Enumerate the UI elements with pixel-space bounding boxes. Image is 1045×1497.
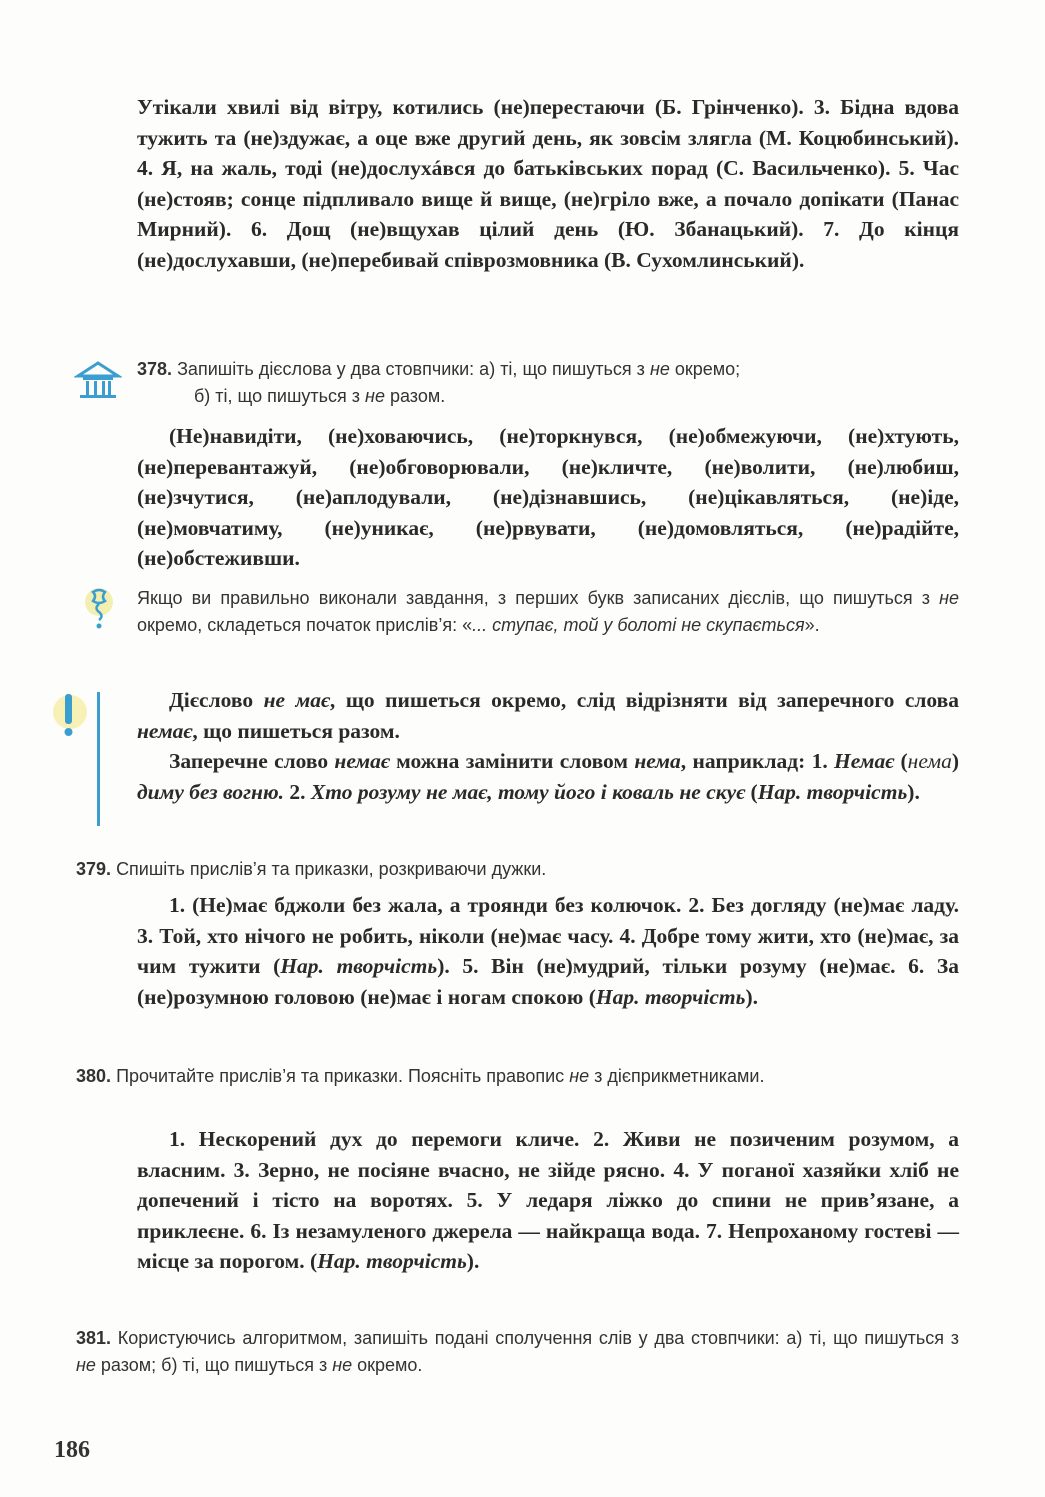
home-task-icon [74, 360, 122, 400]
hint-paragraph: Якщо ви правильно виконали завдання, з перших букв записаних дієслів, що пишуться з не окремо, складеться початок прислів’я: «... ступає, той у болоті не скупається». [137, 588, 959, 635]
exercise-number: 379. [76, 859, 112, 879]
page-number: 186 [54, 1437, 90, 1463]
exercise-380-text: 1. Нескорений дух до перемоги кличе. 2. Живи не позиченим розумом, а власним. 3. Зерно, не посіяне вчасно, не зійде рясно. 4. У поганої хазяйки хліб не допечений і тісто на воротях. 5. У ледаря ліжко до спини не прив’язане, а приклеєне. 6. Із незамуленого джерела — найкраща вода. 7. Непроханому гостеві — місце за порогом. (Нар. творчість). [137, 1127, 959, 1274]
exercise-379-task: 379. Спишіть прислів’я та приказки, розкриваючи дужки. [76, 859, 547, 879]
puzzle-hint-icon [82, 584, 116, 632]
exercise-378-task: 378. Запишіть дієслова у два стовпчики: а) ті, що пишуться з не окремо; б) ті, що пишуться з не разом. [137, 359, 741, 406]
exercise-number: 381. [76, 1328, 112, 1348]
exercise-number: 380. [76, 1066, 112, 1086]
exercise-381-task: 381. Користуючись алгоритмом, запишіть подані сполучення слів у два стовпчики: а) ті, що пишуться з не разом; б) ті, що пишуться з не окремо. [76, 1328, 959, 1375]
exercise-378-words [137, 421, 959, 574]
exercise-379-text: 1. (Не)має бджоли без жала, а троянди без колючок. 2. Без догляду (не)має ладу. 3. Той, хто нічого не робить, ніколи (не)має часу. 4. Добре тому жити, хто (не)має, за чим тужити (Нар. творчість). 5. Він (не)мудрий, тільки розуму (не)має. 6. За (не)розумною головою (не)має і ногам спокою (Нар. творчість). [137, 893, 959, 1009]
verbs-list: (Не)навидіти, (не)ховаючись, (не)торкнувся, (не)обмежуючи, (не)хтують, (не)перевантажуй, (не)обговорювали, (не)кличте, (не)волити, (не)любиш, (не)зчутися, (не)аплодували, (не)дізнавшись, (не)цікавляться, (не)іде, (не)мовчатиму, (не)уникає, (не)рвувати, (не)домовляться, (не)радійте, (не)обстеживши. [137, 424, 959, 571]
exercise-number: 378. [137, 359, 173, 379]
rule-block [137, 685, 959, 807]
exclamation-icon [50, 690, 90, 740]
intro-paragraph [137, 92, 959, 276]
rule-paragraph-2: Заперечне слово немає можна замінити словом нема, наприклад: 1. Немає (нема) диму без вогню. 2. Хто розуму не має, тому його і коваль не скує (Нар. творчість). [137, 749, 959, 804]
exercise-380-task: 380. Прочитайте прислів’я та приказки. Поясніть правопис не з дієприкметниками. [76, 1066, 765, 1086]
rule-paragraph-1: Дієслово не має, що пишеться окремо, слід відрізняти від заперечного слова немає, що пишеться разом. [137, 688, 959, 743]
intro-text: Утікали хвилі від вітру, котились (не)перестаючи (Б. Грінченко). 3. Бідна вдова тужить та (не)здужає, а оце вже другий день, як зовсім злягла (М. Коцюбинський). 4. Я, на жаль, тоді (не)дослухáвся до батьківських порад (С. Васильченко). 5. Час (не)стояв; сонце підпливало вище й вище, (не)гріло вже, а почало допікати (Панас Мирний). 6. Дощ (не)вщухав цілий день (Ю. Збанацький). 7. До кінця (не)дослухавши, (не)перебивай співрозмовника (В. Сухомлинський). [137, 95, 959, 272]
rule-accent-line [97, 692, 100, 826]
